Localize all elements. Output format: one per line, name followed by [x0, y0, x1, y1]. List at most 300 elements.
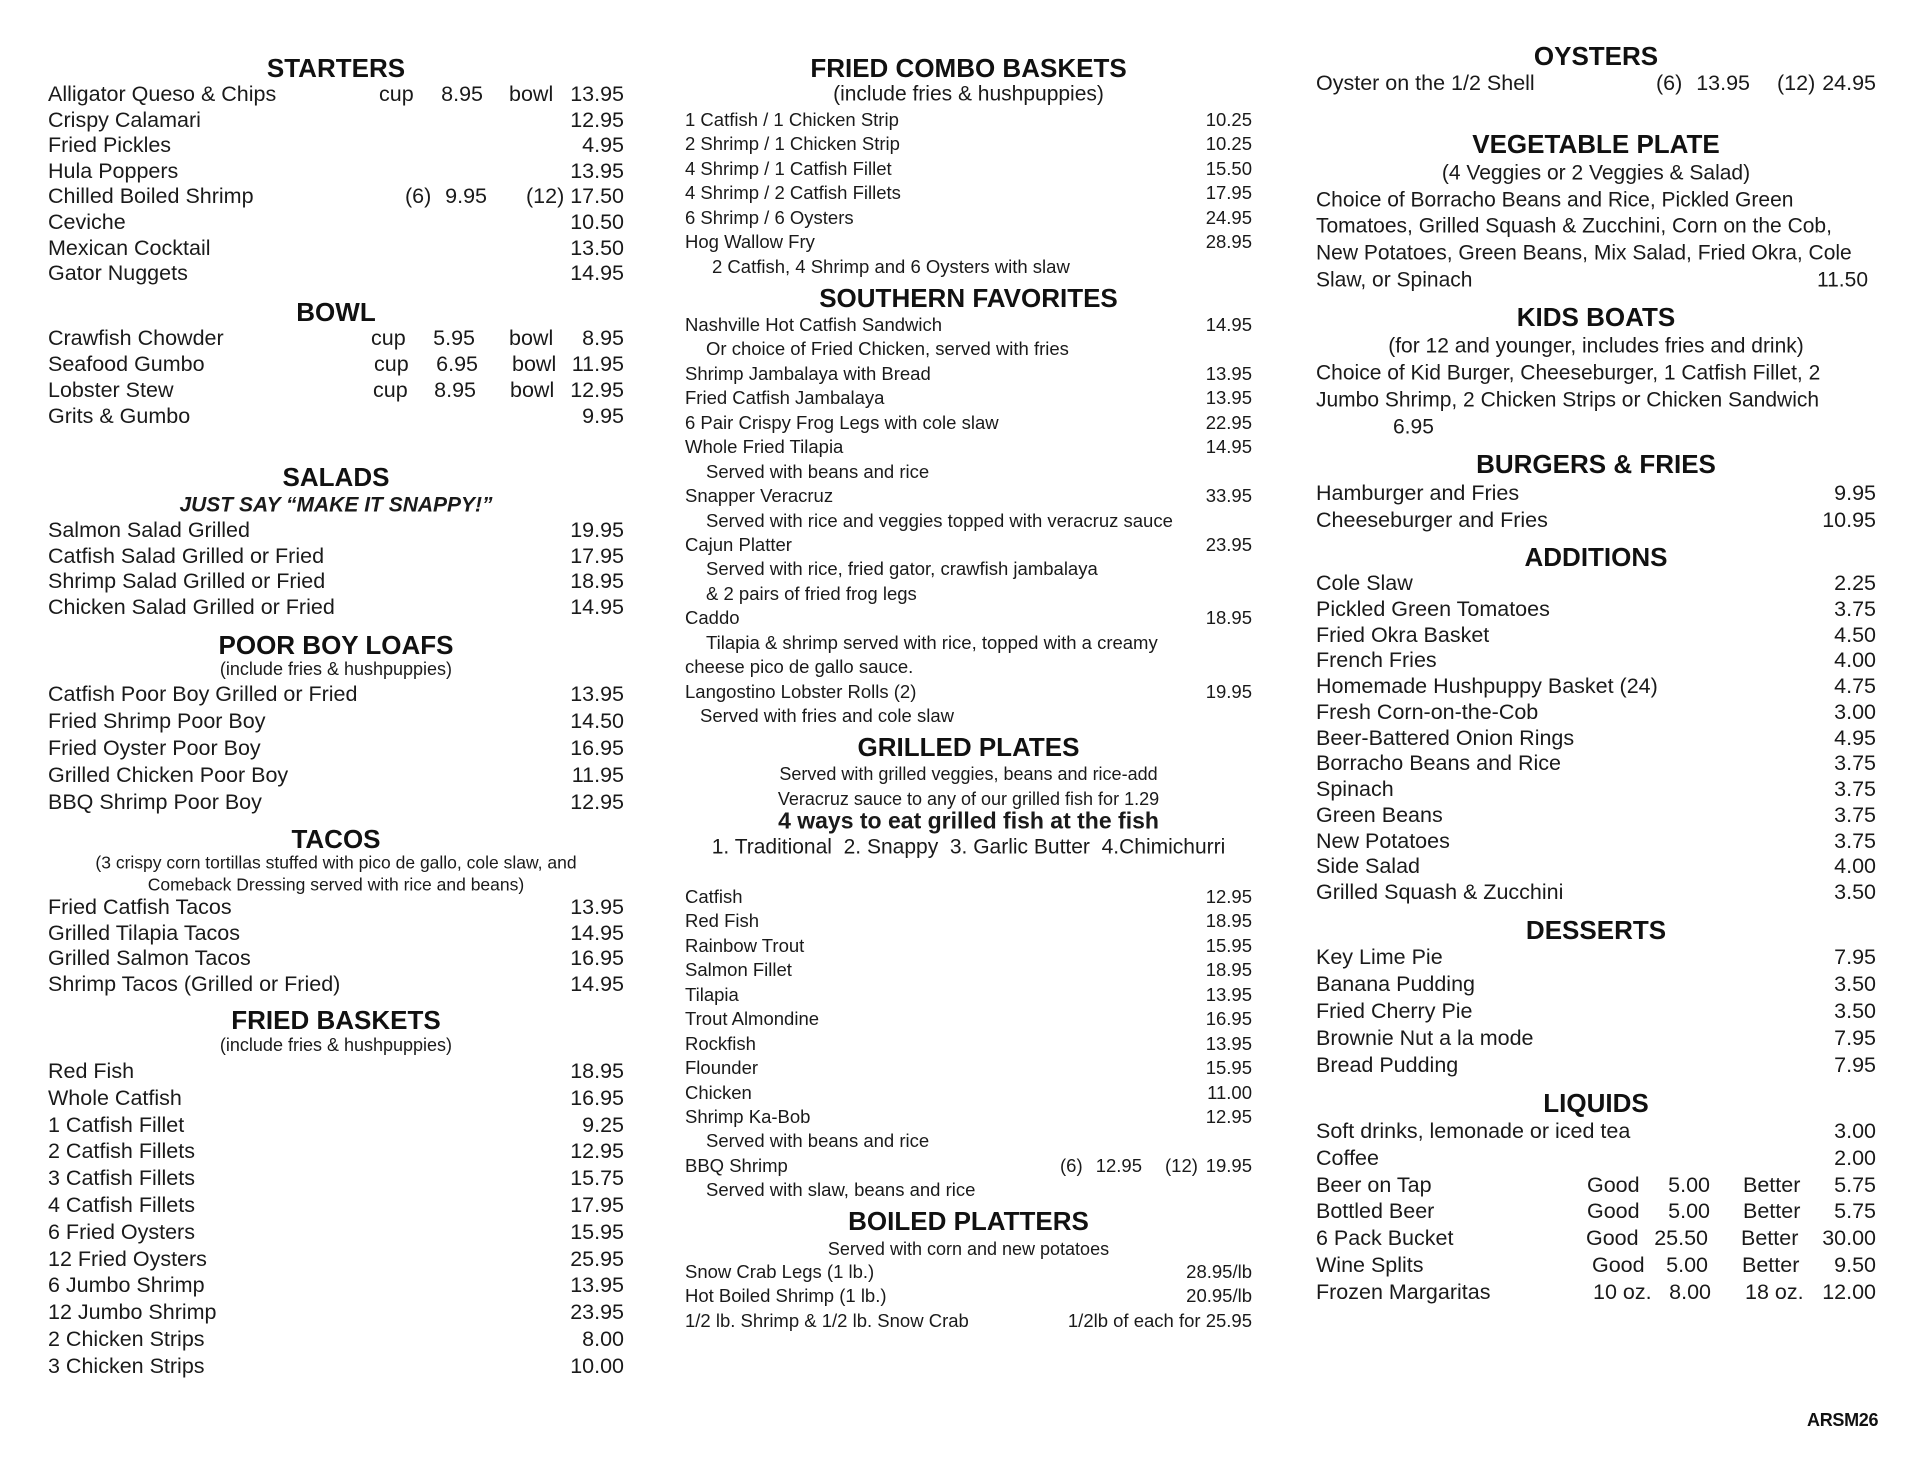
menu-item	[685, 362, 1252, 386]
item-name: Pickled Green Tomatoes	[1316, 596, 1550, 621]
item-name: Grilled Squash & Zucchini	[1316, 880, 1564, 904]
grilled-ways-title: 4 ways to eat grilled fish at the fish	[778, 807, 1159, 834]
item-name: Borracho Beans and Rice	[1316, 751, 1562, 776]
cup-label: cup	[379, 82, 414, 106]
description-text: Served with beans and rice	[706, 1130, 930, 1152]
item-name: Mexican Cocktail	[48, 235, 211, 260]
menu-item	[48, 133, 624, 159]
better-price: 9.50	[1834, 1252, 1876, 1277]
menu-item	[48, 159, 624, 185]
item-name: Catfish Poor Boy Grilled or Fried	[48, 682, 358, 706]
item-name: 4 Shrimp / 1 Catfish Fillet	[685, 157, 892, 179]
menu-item	[685, 1260, 1252, 1284]
menu-item	[685, 484, 1252, 508]
combo-list	[685, 108, 1252, 279]
vegetable-subtitle: (4 Veggies or 2 Veggies & Salad)	[1441, 161, 1751, 185]
item-name: Fried Okra Basket	[1316, 622, 1490, 647]
menu-column-middle	[685, 0, 1252, 1483]
menu-item	[685, 1032, 1252, 1056]
bowl-label: bowl	[509, 82, 554, 106]
item-price: 8.00	[582, 1326, 624, 1351]
salads-tagline: JUST SAY “MAKE IT SNAPPY!”	[179, 493, 493, 517]
item-price: 14.95	[570, 261, 624, 286]
boiled-subtitle: Served with corn and new potatoes	[827, 1239, 1110, 1259]
item-name: Alligator Queso & Chips	[48, 82, 277, 106]
menu-item	[48, 1246, 624, 1273]
menu-item	[48, 261, 624, 287]
item-price: 14.95	[570, 920, 624, 945]
good-price: 5.00	[1666, 1252, 1708, 1277]
description-text: Served with beans and rice	[706, 460, 930, 482]
item-name: Red Fish	[685, 910, 760, 932]
section-title-grilled-plates: GRILLED PLATES	[857, 732, 1080, 762]
menu-item	[1316, 944, 1876, 971]
item-price: 2.00	[1834, 1145, 1876, 1170]
menu-item	[685, 435, 1252, 459]
item-name: Whole Catfish	[48, 1085, 182, 1110]
item-price: 17.95	[570, 1192, 624, 1217]
menu-code: ARSM26	[1807, 1410, 1879, 1430]
large-qty-price: 24.95	[1822, 71, 1876, 95]
description-text: Served with rice, fried gator, crawfish jambalaya	[706, 558, 1098, 580]
item-name: 6 Fried Oysters	[48, 1219, 195, 1244]
item-name: Tilapia	[685, 983, 739, 1005]
menu-item	[1316, 1172, 1876, 1199]
menu-item	[48, 569, 624, 595]
item-name: Shrimp Tacos (Grilled or Fried)	[48, 971, 341, 996]
item-price: 13.95	[570, 1273, 624, 1298]
item-price: 28.95	[1205, 231, 1252, 253]
menu-item	[685, 606, 1252, 630]
menu-item	[1316, 1279, 1876, 1306]
item-price: 23.95	[570, 1300, 624, 1325]
item-name: Key Lime Pie	[1316, 945, 1443, 969]
item-price: 23.95	[1205, 533, 1252, 555]
vegetable-description-line-4: Slaw, or Spinach	[1316, 268, 1473, 292]
item-price: 12.95	[570, 107, 624, 132]
item-price: 3.50	[1834, 880, 1876, 904]
section-title-bowl: BOWL	[296, 297, 376, 327]
menu-item	[1316, 971, 1876, 998]
menu-item	[48, 681, 624, 708]
liquids-list	[1316, 1118, 1876, 1306]
item-price: 15.95	[1205, 934, 1252, 956]
fried-baskets-list	[48, 1058, 624, 1380]
small-qty-price: 13.95	[1696, 71, 1750, 95]
item-name: Cole Slaw	[1316, 571, 1413, 595]
item-description	[685, 631, 1252, 655]
item-price: 18.95	[1205, 607, 1252, 629]
section-title-southern-favorites: SOUTHERN FAVORITES	[819, 283, 1118, 313]
item-price: 20.95/lb	[1186, 1285, 1252, 1307]
kids-subtitle: (for 12 and younger, includes fries and drink)	[1388, 334, 1804, 358]
menu-item	[48, 1326, 624, 1353]
better-label: Better	[1743, 1172, 1801, 1197]
item-price: 15.95	[570, 1219, 624, 1244]
better-price: 5.75	[1834, 1199, 1876, 1224]
section-title-starters: STARTERS	[266, 53, 406, 83]
menu-item	[1316, 674, 1876, 700]
item-name: Homemade Hushpuppy Basket (24)	[1316, 674, 1658, 698]
better-label: Better	[1743, 1199, 1801, 1224]
better-label: Better	[1741, 1226, 1799, 1251]
item-price: 12.95	[1205, 1105, 1252, 1127]
menu-item	[685, 313, 1252, 337]
menu-item	[685, 1056, 1252, 1080]
bowl-label: bowl	[509, 326, 554, 350]
item-price: 4.75	[1834, 674, 1876, 698]
item-name: 4 Catfish Fillets	[48, 1192, 195, 1217]
menu-item	[1316, 1052, 1876, 1079]
menu-item	[1316, 726, 1876, 752]
small-qty-label: (6)	[1656, 71, 1683, 95]
starters-list	[48, 82, 624, 287]
southern-list	[685, 313, 1252, 728]
item-name: Grilled Salmon Tacos	[48, 946, 251, 971]
item-description	[685, 509, 1252, 533]
item-name: 3 Catfish Fillets	[48, 1166, 195, 1191]
item-name: Fried Oyster Poor Boy	[48, 736, 261, 760]
menu-item	[48, 1219, 624, 1246]
item-name: 2 Catfish Fillets	[48, 1139, 195, 1164]
item-name: 6 Pair Crispy Frog Legs with cole slaw	[685, 411, 999, 433]
item-name: Rockfish	[685, 1032, 756, 1054]
description-text: Tilapia & shrimp served with rice, topped with a creamy	[706, 631, 1158, 653]
item-price: 1/2lb of each for 25.95	[1067, 1309, 1252, 1331]
item-price: 13.95	[570, 895, 624, 919]
menu-item	[48, 1058, 624, 1085]
small-qty-label: (6)	[405, 184, 432, 209]
large-qty-label: (12)	[526, 184, 565, 209]
menu-item	[685, 181, 1252, 205]
menu-item	[1316, 880, 1876, 906]
item-name: New Potatoes	[1316, 828, 1450, 853]
menu-item	[685, 934, 1252, 958]
small-size-label: 10 oz.	[1593, 1279, 1652, 1304]
menu-item	[1316, 623, 1876, 649]
menu-item	[48, 946, 624, 972]
menu-item	[1316, 1225, 1876, 1252]
item-price: 13.95	[1205, 1032, 1252, 1054]
item-name: Hot Boiled Shrimp (1 lb.)	[685, 1285, 887, 1307]
menu-item	[1316, 480, 1876, 507]
item-name: 4 Shrimp / 2 Catfish Fillets	[685, 182, 901, 204]
item-name: Brownie Nut a la mode	[1316, 1026, 1534, 1050]
cup-label: cup	[373, 378, 408, 402]
grilled-description-line-1: Served with grilled veggies, beans and rice-add	[779, 764, 1158, 784]
item-price: 7.95	[1834, 1053, 1876, 1077]
item-name: 12 Jumbo Shrimp	[48, 1300, 217, 1325]
item-price: 3.75	[1834, 596, 1876, 621]
small-qty-price: 12.95	[1095, 1154, 1142, 1176]
item-description	[685, 1178, 1252, 1202]
item-name: Fried Pickles	[48, 133, 172, 158]
menu-item	[48, 1138, 624, 1165]
item-name: 6 Pack Bucket	[1316, 1226, 1454, 1251]
item-name: Caddo	[685, 607, 740, 629]
section-title-kids-boats: KIDS BOATS	[1516, 302, 1676, 332]
menu-item	[1316, 597, 1876, 623]
section-title-burgers-fries: BURGERS & FRIES	[1476, 449, 1716, 479]
item-name: Fried Catfish Jambalaya	[685, 387, 885, 409]
menu-item	[1316, 70, 1876, 97]
grilled-ways-options: 1. Traditional 2. Snappy 3. Garlic Butter 4.Chimichurri	[711, 835, 1226, 859]
item-price: 9.25	[582, 1112, 624, 1137]
cup-price: 6.95	[436, 352, 478, 376]
good-price: 25.50	[1654, 1226, 1708, 1251]
item-name: Banana Pudding	[1316, 972, 1476, 996]
menu-item	[48, 1272, 624, 1299]
item-name: Nashville Hot Catfish Sandwich	[685, 314, 943, 335]
description-text: 2 Catfish, 4 Shrimp and 6 Oysters with slaw	[712, 255, 1070, 277]
item-price: 4.95	[582, 133, 624, 158]
item-price: 3.50	[1834, 972, 1876, 996]
item-price: 10.95	[1822, 507, 1876, 532]
item-price: 15.95	[1205, 1057, 1252, 1079]
section-title-tacos: TACOS	[291, 824, 381, 854]
item-price: 3.75	[1834, 828, 1876, 853]
menu-item	[685, 983, 1252, 1007]
description-text: Served with fries and cole slaw	[700, 705, 954, 726]
better-price: 5.75	[1834, 1172, 1876, 1197]
item-name: Frozen Margaritas	[1316, 1279, 1491, 1304]
item-price: 18.95	[1205, 959, 1252, 981]
bowl-price: 13.95	[570, 82, 624, 106]
item-price: 17.95	[570, 543, 624, 568]
large-qty-label: (12)	[1165, 1154, 1198, 1176]
menu-item	[685, 1081, 1252, 1105]
good-price: 5.00	[1668, 1172, 1710, 1197]
item-price: 9.95	[1834, 481, 1876, 505]
item-description	[685, 460, 1252, 484]
menu-item	[1316, 998, 1876, 1025]
menu-item	[685, 386, 1252, 410]
item-price: 13.50	[570, 235, 624, 260]
item-name: Crawfish Chowder	[48, 326, 224, 350]
grilled-description-line-2: Veracruz sauce to any of our grilled fish for 1.29	[777, 789, 1160, 809]
item-description	[685, 557, 1252, 581]
section-title-boiled-platters: BOILED PLATTERS	[848, 1206, 1089, 1236]
vegetable-description-line-3: New Potatoes, Green Beans, Mix Salad, Fried Okra, Cole	[1316, 241, 1852, 265]
item-name: Beer-Battered Onion Rings	[1316, 725, 1575, 750]
item-name: Snow Crab Legs (1 lb.)	[685, 1261, 875, 1282]
menu-item	[48, 1353, 624, 1380]
item-price: 13.95	[1205, 362, 1252, 384]
item-price: 14.50	[570, 709, 624, 733]
menu-item	[685, 1105, 1252, 1129]
item-name: Grilled Chicken Poor Boy	[48, 763, 289, 787]
item-name: Fried Catfish Tacos	[48, 895, 232, 919]
item-price: 10.25	[1205, 133, 1252, 155]
item-price: 11.00	[1207, 1081, 1252, 1103]
bowl-label: bowl	[512, 352, 557, 376]
description-text: & 2 pairs of fried frog legs	[706, 582, 917, 604]
menu-item	[48, 377, 624, 403]
item-price: 17.95	[1205, 182, 1252, 204]
menu-item	[48, 1299, 624, 1326]
item-name: BBQ Shrimp	[685, 1154, 788, 1176]
item-price: 18.95	[570, 1059, 624, 1083]
item-name: Shrimp Jambalaya with Bread	[685, 362, 931, 384]
item-price: 3.00	[1834, 699, 1876, 724]
item-description	[685, 655, 1252, 679]
menu-item	[48, 325, 624, 351]
cup-label: cup	[374, 352, 409, 376]
item-price: 24.95	[1205, 206, 1252, 228]
menu-item	[1316, 777, 1876, 803]
menu-item	[685, 206, 1252, 230]
item-price: 14.95	[570, 594, 624, 619]
section-title-oysters: OYSTERS	[1533, 41, 1659, 71]
small-size-price: 8.00	[1669, 1279, 1711, 1304]
menu-item	[48, 1192, 624, 1219]
item-name: Spinach	[1316, 777, 1394, 801]
item-price: 12.95	[570, 1139, 624, 1164]
item-name: Rainbow Trout	[685, 934, 805, 956]
item-price: 2.25	[1834, 571, 1876, 595]
poor-boy-subtitle: (include fries & hushpuppies)	[219, 659, 453, 679]
menu-item	[1316, 1252, 1876, 1279]
good-price: 5.00	[1668, 1199, 1710, 1224]
item-price: 10.00	[570, 1353, 624, 1378]
menu-item	[685, 1284, 1252, 1308]
item-price: 10.25	[1205, 109, 1252, 130]
large-size-label: 18 oz.	[1745, 1279, 1804, 1304]
fried-baskets-subtitle: (include fries & hushpuppies)	[219, 1035, 453, 1055]
menu-item	[1316, 648, 1876, 674]
item-name: 6 Shrimp / 6 Oysters	[685, 206, 854, 228]
menu-item	[685, 680, 1252, 704]
menu-item	[48, 789, 624, 816]
poor-boy-list	[48, 681, 624, 816]
item-price: 14.95	[1205, 436, 1252, 458]
menu-item	[1316, 700, 1876, 726]
item-price: 13.95	[570, 682, 624, 706]
vegetable-description-line-2: Tomatoes, Grilled Squash & Zucchini, Corn on the Cob,	[1316, 214, 1832, 238]
item-name: Whole Fried Tilapia	[685, 436, 844, 458]
item-name: Side Salad	[1316, 854, 1420, 879]
menu-item	[685, 1154, 1252, 1178]
menu-item	[685, 885, 1252, 909]
menu-item	[685, 108, 1252, 132]
cup-label: cup	[371, 326, 406, 350]
menu-item	[1316, 1025, 1876, 1052]
item-price: 16.95	[570, 1085, 624, 1110]
menu-item	[48, 236, 624, 262]
item-name: Fried Shrimp Poor Boy	[48, 709, 266, 733]
menu-item	[48, 1165, 624, 1192]
item-price: 18.95	[1205, 910, 1252, 932]
item-price: 19.95	[570, 518, 624, 542]
section-title-desserts: DESSERTS	[1525, 915, 1667, 945]
menu-item	[48, 403, 624, 429]
item-price: 13.95	[1205, 387, 1252, 409]
item-name: BBQ Shrimp Poor Boy	[48, 790, 262, 814]
item-name: 1 Catfish Fillet	[48, 1112, 185, 1137]
item-name: 1 Catfish / 1 Chicken Strip	[685, 109, 899, 130]
menu-item	[1316, 803, 1876, 829]
item-name: Oyster on the 1/2 Shell	[1316, 71, 1535, 95]
good-label: Good	[1587, 1172, 1640, 1197]
item-name: Shrimp Salad Grilled or Fried	[48, 569, 326, 594]
menu-item	[1316, 751, 1876, 777]
item-name: Crispy Calamari	[48, 107, 201, 132]
item-name: 1/2 lb. Shrimp & 1/2 lb. Snow Crab	[685, 1309, 969, 1331]
item-name: Grilled Tilapia Tacos	[48, 920, 240, 945]
item-description	[685, 704, 1252, 728]
item-price: 16.95	[570, 736, 624, 760]
kids-description-line-2: Jumbo Shrimp, 2 Chicken Strips or Chicken Sandwich	[1316, 388, 1820, 412]
item-price: 12.95	[1205, 886, 1252, 907]
item-price: 15.75	[570, 1166, 624, 1191]
good-label: Good	[1586, 1226, 1639, 1251]
section-title-fried-baskets: FRIED BASKETS	[231, 1005, 441, 1035]
item-price: 3.75	[1834, 777, 1876, 801]
item-name: Ceviche	[48, 209, 126, 234]
vegetable-plate-price: 11.50	[1817, 268, 1868, 292]
item-price: 16.95	[1205, 1008, 1252, 1030]
item-price: 33.95	[1205, 485, 1252, 507]
menu-column-left	[48, 0, 624, 1483]
kids-boats-price: 6.95	[1393, 415, 1434, 439]
boiled-list	[685, 1260, 1252, 1333]
bowl-list	[48, 325, 624, 429]
small-qty-price: 9.95	[445, 184, 487, 209]
menu-item	[1316, 1145, 1876, 1172]
item-name: Hog Wallow Fry	[685, 231, 815, 253]
item-name: Beer on Tap	[1316, 1172, 1432, 1197]
item-name: French Fries	[1316, 648, 1437, 673]
tacos-description-line-1: (3 crispy corn tortillas stuffed with pico de gallo, cole slaw, and	[95, 852, 577, 873]
item-name: Green Beans	[1316, 802, 1443, 827]
item-price: 19.95	[1205, 680, 1252, 702]
menu-item	[48, 1112, 624, 1139]
menu-item	[48, 595, 624, 621]
menu-item	[48, 708, 624, 735]
item-name: Seafood Gumbo	[48, 352, 205, 376]
item-name: Catfish	[685, 886, 743, 907]
item-price: 22.95	[1205, 411, 1252, 433]
item-price: 10.50	[570, 209, 624, 234]
kids-description-line-1: Choice of Kid Burger, Cheeseburger, 1 Catfish Fillet, 2	[1316, 361, 1821, 385]
menu-item	[48, 895, 624, 921]
item-name: Salmon Fillet	[685, 959, 792, 981]
item-name: Trout Almondine	[685, 1008, 820, 1030]
menu-item	[685, 411, 1252, 435]
item-name: Chicken	[685, 1081, 752, 1103]
menu-item	[48, 735, 624, 762]
salads-list	[48, 518, 624, 620]
section-title-salads: SALADS	[282, 462, 390, 492]
item-name: Catfish Salad Grilled or Fried	[48, 543, 325, 568]
cup-price: 8.95	[434, 378, 476, 402]
good-label: Good	[1592, 1252, 1645, 1277]
menu-item	[48, 184, 624, 210]
item-price: 7.95	[1834, 945, 1876, 969]
menu-item	[1316, 1118, 1876, 1145]
item-name: Wine Splits	[1316, 1252, 1424, 1277]
item-price: 4.00	[1834, 854, 1876, 879]
burgers-list	[1316, 480, 1876, 533]
item-name: Lobster Stew	[48, 378, 174, 402]
item-name: Bread Pudding	[1316, 1053, 1459, 1077]
section-title-poor-boy-loafs: POOR BOY LOAFS	[218, 630, 454, 660]
item-name: Langostino Lobster Rolls (2)	[685, 680, 917, 702]
item-price: 14.95	[570, 971, 624, 996]
menu-item	[48, 351, 624, 377]
item-name: Hamburger and Fries	[1316, 481, 1520, 505]
tacos-list	[48, 895, 624, 997]
